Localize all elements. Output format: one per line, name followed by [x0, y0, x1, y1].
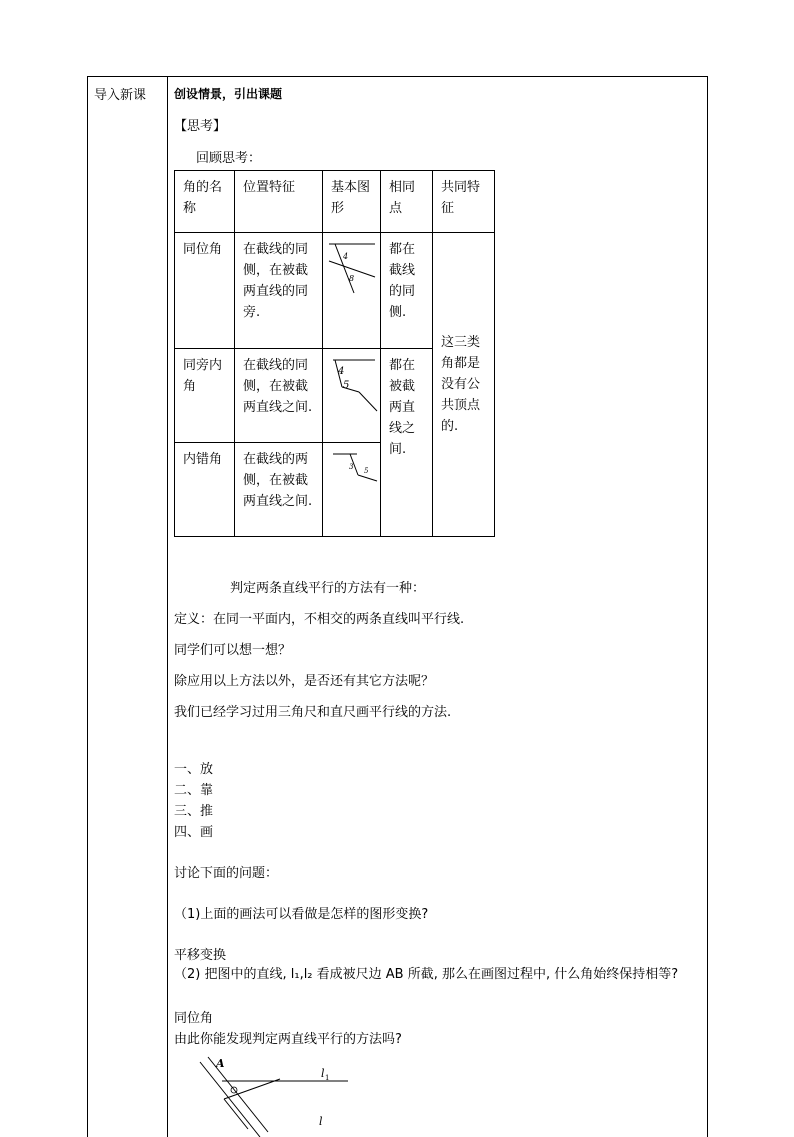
figure-label: 3	[349, 463, 354, 471]
header-common-feature: 共同特征	[433, 171, 495, 233]
step-draw: 四、画	[174, 825, 214, 840]
header-angle-name: 角的名称	[175, 171, 235, 233]
answer-2: 同位角	[174, 1011, 214, 1026]
question-1: （1)上面的画法可以看做是怎样的图形变换?	[174, 907, 429, 922]
angle-comparison-table	[174, 170, 495, 537]
figure-label: 5	[364, 467, 369, 475]
header-position: 位置特征	[235, 171, 323, 233]
point-a-label: A	[216, 1057, 225, 1070]
row-position: 在截线的同侧，在被截两直线的同旁.	[235, 233, 323, 349]
co-interior-angles-figure	[325, 355, 378, 415]
figure-label: 4	[343, 252, 349, 261]
same-point-1: 都在截线的同侧.	[381, 233, 433, 349]
discussion-label: 讨论下面的问题：	[174, 866, 279, 881]
figure-label: 8	[349, 274, 355, 283]
alternate-angles-figure	[325, 449, 378, 499]
row-angle-name: 内错角	[175, 443, 235, 537]
corresponding-angles-figure	[325, 239, 378, 299]
line-l1-label: l	[321, 1067, 325, 1080]
section-heading: 创设情景，引出课题	[174, 87, 283, 101]
step-place: 一、放	[174, 762, 214, 777]
row-figure	[323, 233, 381, 349]
step-push: 三、推	[174, 804, 214, 819]
right-column	[168, 77, 707, 1137]
figure-label: 5	[343, 380, 350, 391]
header-basic-figure: 基本图形	[323, 171, 381, 233]
question-2: （2) 把图中的直线, l₁,l₂ 看成被尺边 AB 所截, 那么在画图过程中, 什么角始终保持相等?	[174, 967, 679, 982]
lesson-table	[87, 76, 708, 1137]
table-header-row	[175, 171, 495, 233]
prompt-think: 同学们可以想一想？	[174, 643, 292, 658]
think-label: 【思考】	[174, 119, 227, 134]
common-feature-cell: 这三类角都是没有公共顶点的.	[433, 233, 495, 537]
triangle-ruler-figure	[188, 1052, 348, 1137]
row-position: 在截线的两侧，在被截两直线之间.	[235, 443, 323, 537]
row-figure	[323, 349, 381, 443]
recall-label: 回顾思考：	[196, 151, 262, 166]
definition: 定义：在同一平面内，不相交的两条直线叫平行线.	[174, 612, 465, 627]
prompt-learned: 我们已经学习过用三角尺和直尺画平行线的方法.	[174, 705, 452, 720]
row-angle-name: 同旁内角	[175, 349, 235, 443]
step-lean: 二、靠	[174, 783, 214, 798]
row-figure	[323, 443, 381, 537]
question-3: 由此你能发现判定两直线平行的方法吗?	[174, 1032, 402, 1047]
line-l2-label: l	[319, 1115, 323, 1128]
header-same-point: 相同点	[381, 171, 433, 233]
left-label: 导入新课	[94, 88, 147, 103]
row-position: 在截线的同侧，在被截两直线之间.	[235, 349, 323, 443]
figure-label: 4	[338, 366, 345, 377]
left-column	[88, 77, 168, 1137]
prompt-other-methods: 除应用以上方法以外，是否还有其它方法呢？	[174, 674, 435, 689]
same-point-2: 都在被截两直线之间.	[381, 349, 433, 537]
answer-1: 平移变换	[174, 948, 227, 963]
row-angle-name: 同位角	[175, 233, 235, 349]
line-l1-subscript: 1	[325, 1074, 330, 1082]
table-row	[175, 233, 495, 349]
method-intro: 判定两条直线平行的方法有一种：	[230, 581, 426, 596]
